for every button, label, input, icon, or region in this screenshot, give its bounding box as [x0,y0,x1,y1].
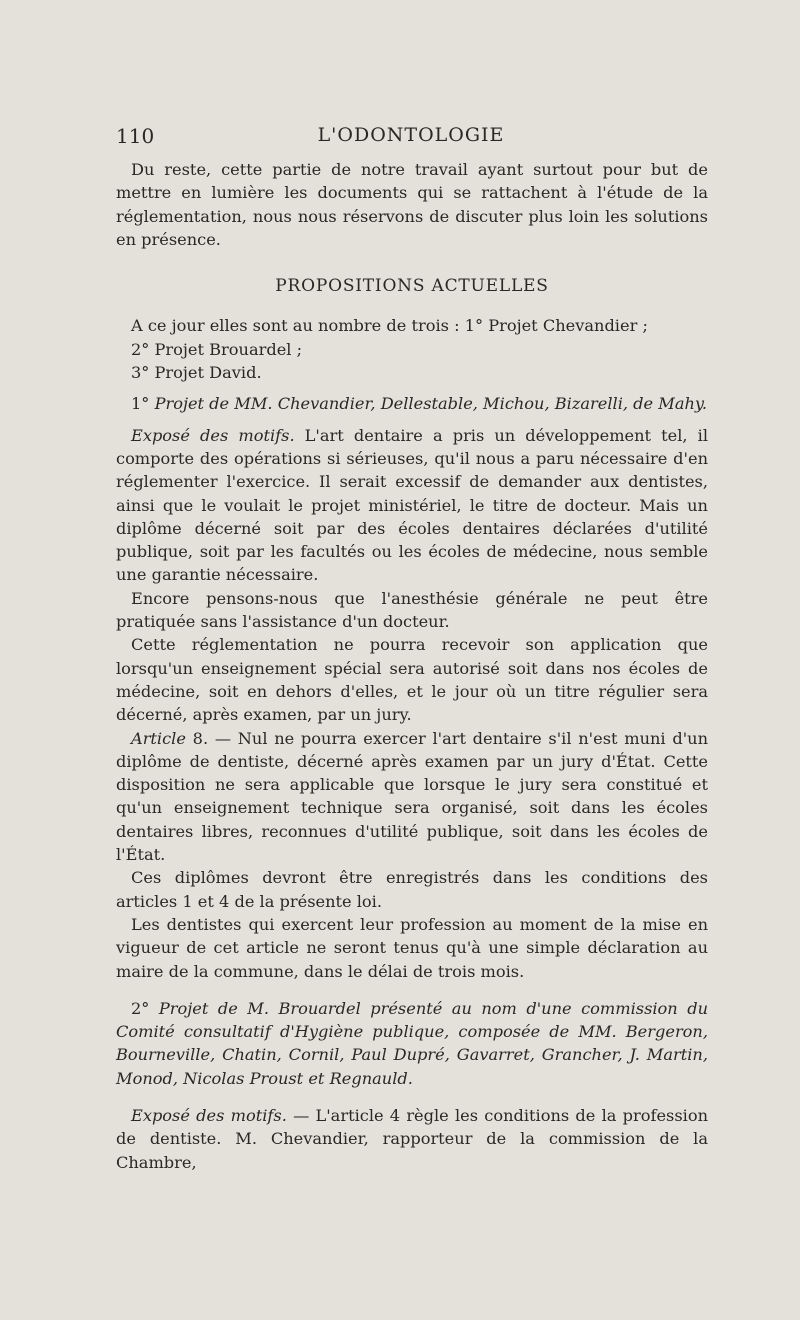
expose-label-1: Exposé des motifs. [131,425,295,445]
article-8-paragraph [116,727,708,867]
paragraph-encore: Encore pensons-nous que l'anesthésie générale ne peut être pratiquée sans l'assistance d'un docteur. [116,588,708,632]
body-text [116,158,708,1174]
paragraph-reglementation: Cette réglementation ne pourra recevoir son application que lorsqu'un enseignement spécial sera autorisé soit dans nos écoles de médecine, soit en dehors d'elles, et le jour où un titre régulier sera décerné, après examen, par un jury. [116,635,708,725]
enumeration-line-3: 3° Projet David. [131,363,262,383]
article-8-label: Article [131,728,186,748]
section-heading: PROPOSITIONS ACTUELLES [275,276,549,297]
project-2-title-text: Projet de M. Brouardel présenté au nom d'une commission du Comité consultatif d'Hygiène publique, composée de MM. Bergeron, Bourneville, Chatin, Cornil, Paul Dupré, Gavarret, Grancher, J. Martin, Monod, Nicolas Proust et Regnauld. [116,998,708,1088]
page-number: 110 [116,124,155,148]
expose-text-2: — L'article 4 règle les conditions de la profession de dentiste. M. Chevandier, rapporteur de la commission de la Chambre, [116,1105,709,1172]
paragraph-dentistes: Les dentistes qui exercent leur profession au moment de la mise en vigueur de cet article ne seront tenus qu'à une simple déclaration au maire de la commune, dans le délai de trois mois. [116,914,708,981]
project-1-title [116,392,708,415]
project-1-prefix: 1° [131,394,150,414]
project-1-title-text: Projet de MM. Chevandier, Dellestable, Michou, Bizarelli, de Mahy. [154,394,708,414]
article-8-text: 8. — Nul ne pourra exercer l'art dentaire s'il n'est muni d'un diplôme de dentiste, décerné après examen par un jury d'État. Cette disposition ne sera applicable que lorsque le jury sera constitué et qu'un enseignement technique sera organisé, soit dans les écoles dentaires libres, reconnues d'utilité publique, soit dans les écoles de l'État. [116,728,708,865]
expose-paragraph-2 [116,1104,708,1174]
expose-label-2: Exposé des motifs. [131,1105,287,1125]
enumeration-line-1: A ce jour elles sont au nombre de trois : 1° Projet Chevandier ; [131,316,648,336]
page-header [116,124,706,152]
running-title: L'ODONTOLOGIE [317,124,505,146]
paragraph-diplomes: Ces diplômes devront être enregistrés dans les conditions des articles 1 et 4 de la présente loi. [116,868,708,911]
enumeration-line-2: 2° Projet Brouardel ; [131,339,303,359]
project-2-title [116,997,708,1090]
intro-paragraph: Du reste, cette partie de notre travail ayant surtout pour but de mettre en lumière les documents qui se rattachent à l'étude de la réglementation, nous nous réservons de discuter plus loin les solutions en présence. [116,160,708,249]
expose-text-1: L'art dentaire a pris un développement tel, il comporte des opérations si sérieuses, qu'il nous a paru nécessaire d'en réglementer l'exercice. Il serait excessif de demander aux dentistes, ainsi que le voulait le projet ministériel, le titre de docteur. Mais un diplôme décerné soit par des écoles dentaires déclarées d'utilité publique, soit par les facultés ou les écoles de médecine, nous semble une garantie nécessaire. [116,425,708,585]
expose-paragraph-1 [116,424,708,587]
project-2-prefix: 2° [131,998,150,1018]
